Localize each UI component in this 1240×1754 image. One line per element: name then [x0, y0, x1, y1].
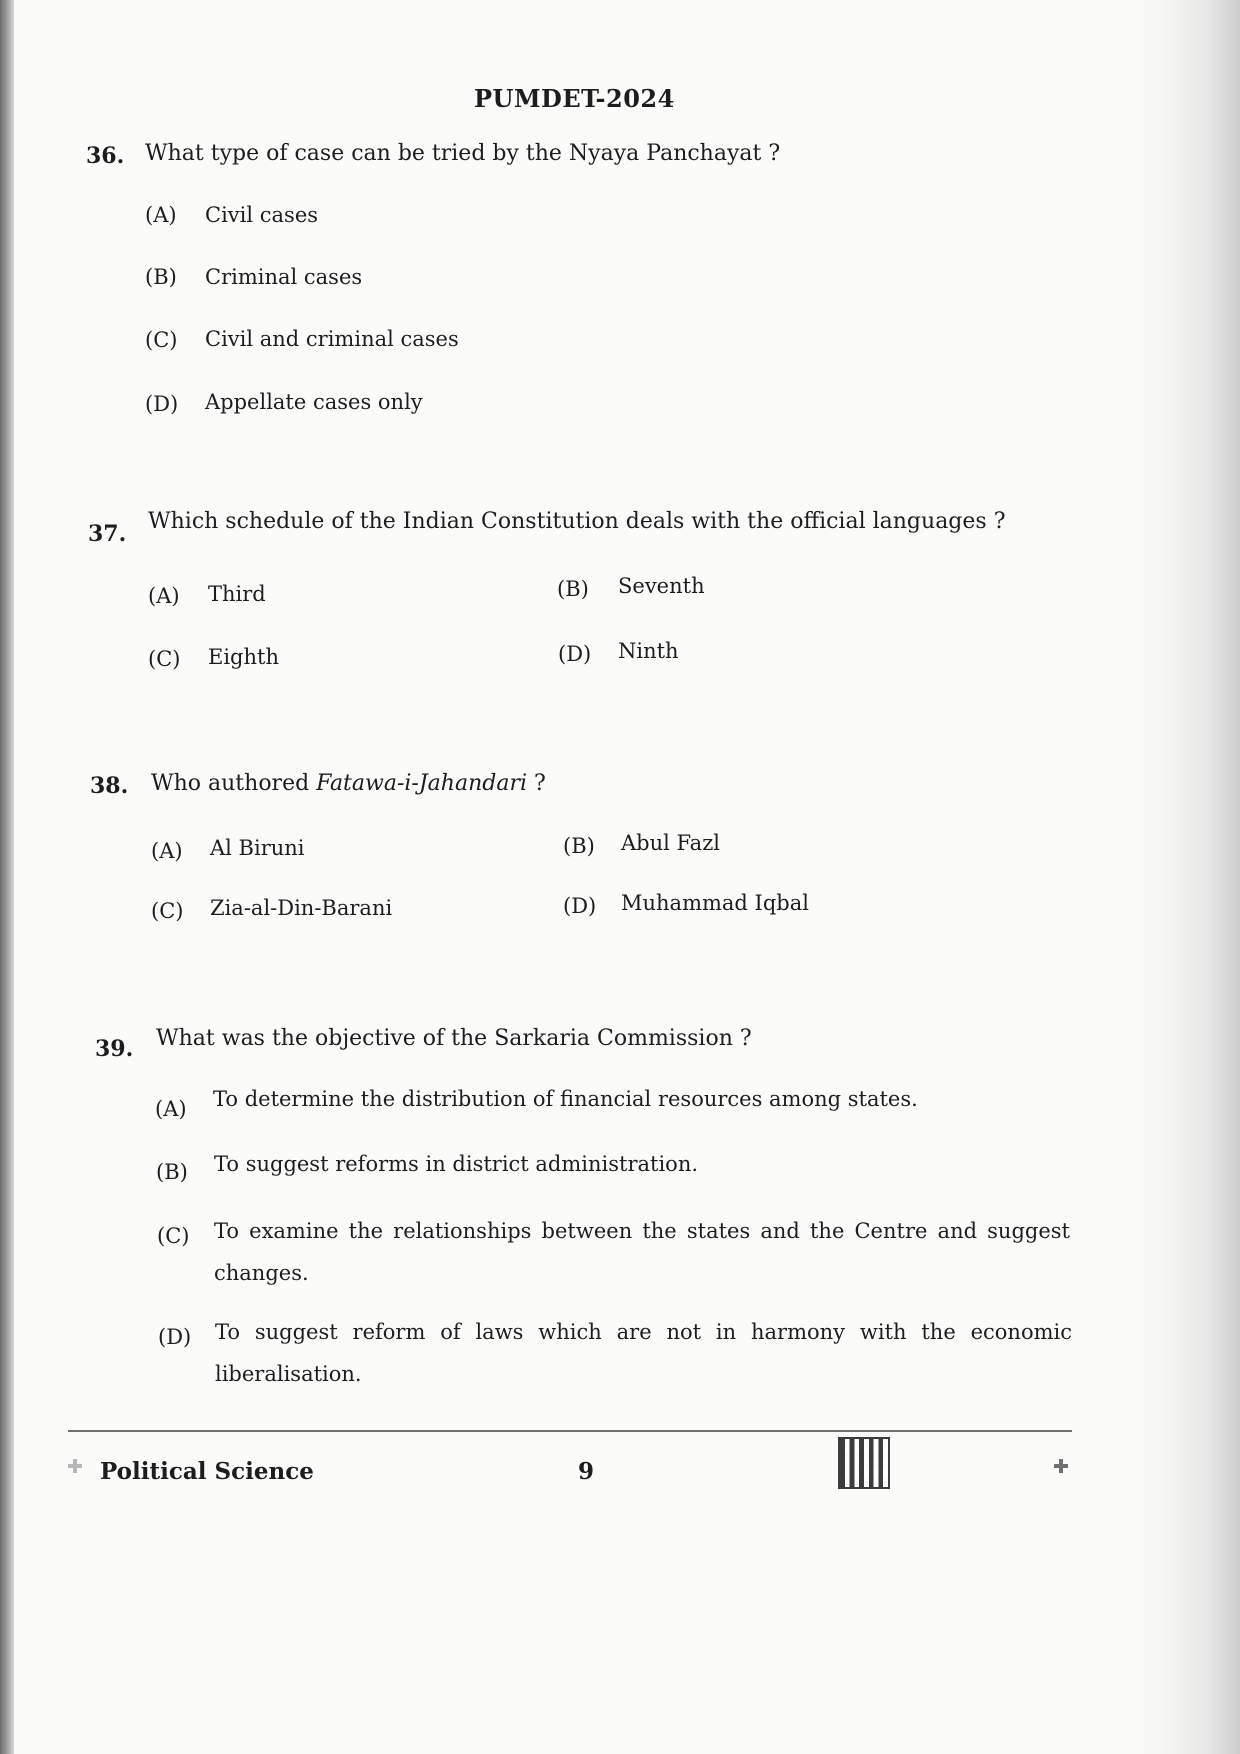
option-text: Appellate cases only [205, 390, 423, 414]
question-text-37: Which schedule of the Indian Constitution deals with the official languages ? [148, 509, 1006, 534]
page-header: PUMDET-2024 [474, 84, 675, 113]
binding-edge [0, 0, 14, 1754]
question-number-36: 36. [86, 143, 125, 169]
option-text: Civil cases [205, 203, 319, 227]
option-text: To suggest reform of laws which are not in harmony with the economic liberalisation. [215, 1320, 1072, 1386]
option-letter: (C) [148, 647, 181, 671]
option-letter: (C) [145, 328, 178, 352]
question-text-36: What type of case can be tried by the Nyaya Panchayat ? [145, 141, 781, 166]
option-letter: (A) [145, 203, 177, 227]
exam-page [14, 0, 1144, 1754]
option-letter: (C) [151, 899, 184, 923]
question-number-39: 39. [95, 1036, 134, 1062]
option-text: To determine the distribution of financial resources among states. [213, 1087, 918, 1111]
option-text: Muhammad Iqbal [621, 891, 809, 915]
option-letter: (B) [563, 834, 595, 858]
qr-code-icon [838, 1437, 890, 1489]
option-letter: (A) [155, 1097, 187, 1121]
question-number-37: 37. [88, 521, 127, 547]
footer-divider [68, 1430, 1072, 1432]
plus-icon [1053, 1458, 1069, 1474]
option-letter: (B) [557, 577, 589, 601]
option-text: Seventh [618, 574, 705, 598]
question-text-prefix: Who authored [151, 771, 317, 796]
option-text: Criminal cases [205, 265, 363, 289]
question-text-38 [151, 771, 546, 796]
footer-page-number: 9 [578, 1458, 595, 1485]
question-text-suffix: ? [527, 771, 546, 796]
option-text: To examine the relationships between the states and the Centre and suggest changes. [214, 1219, 1070, 1285]
option-text: To suggest reforms in district administration. [214, 1152, 699, 1176]
option-text: Abul Fazl [621, 831, 720, 855]
option-text: Third [208, 582, 266, 606]
option-letter: (A) [148, 584, 180, 608]
page-edge-shadow [1160, 0, 1240, 1754]
option-letter: (D) [145, 392, 179, 416]
option-letter: (A) [151, 839, 183, 863]
option-text: Al Biruni [210, 836, 305, 860]
option-text: Eighth [208, 645, 279, 669]
question-text-39: What was the objective of the Sarkaria Commission ? [156, 1026, 752, 1051]
question-number-38: 38. [90, 773, 129, 799]
plus-icon [67, 1458, 83, 1474]
footer-subject: Political Science [100, 1458, 314, 1485]
book-title: Fatawa-i-Jahandari [316, 771, 528, 796]
option-text: Ninth [618, 639, 679, 663]
option-text: Civil and criminal cases [205, 327, 459, 351]
option-letter: (D) [563, 894, 597, 918]
option-letter: (C) [157, 1224, 190, 1248]
option-letter: (B) [156, 1160, 188, 1184]
option-text: Zia-al-Din-Barani [210, 896, 393, 920]
option-letter: (D) [558, 642, 592, 666]
option-letter: (B) [145, 265, 177, 289]
option-letter: (D) [158, 1325, 192, 1349]
